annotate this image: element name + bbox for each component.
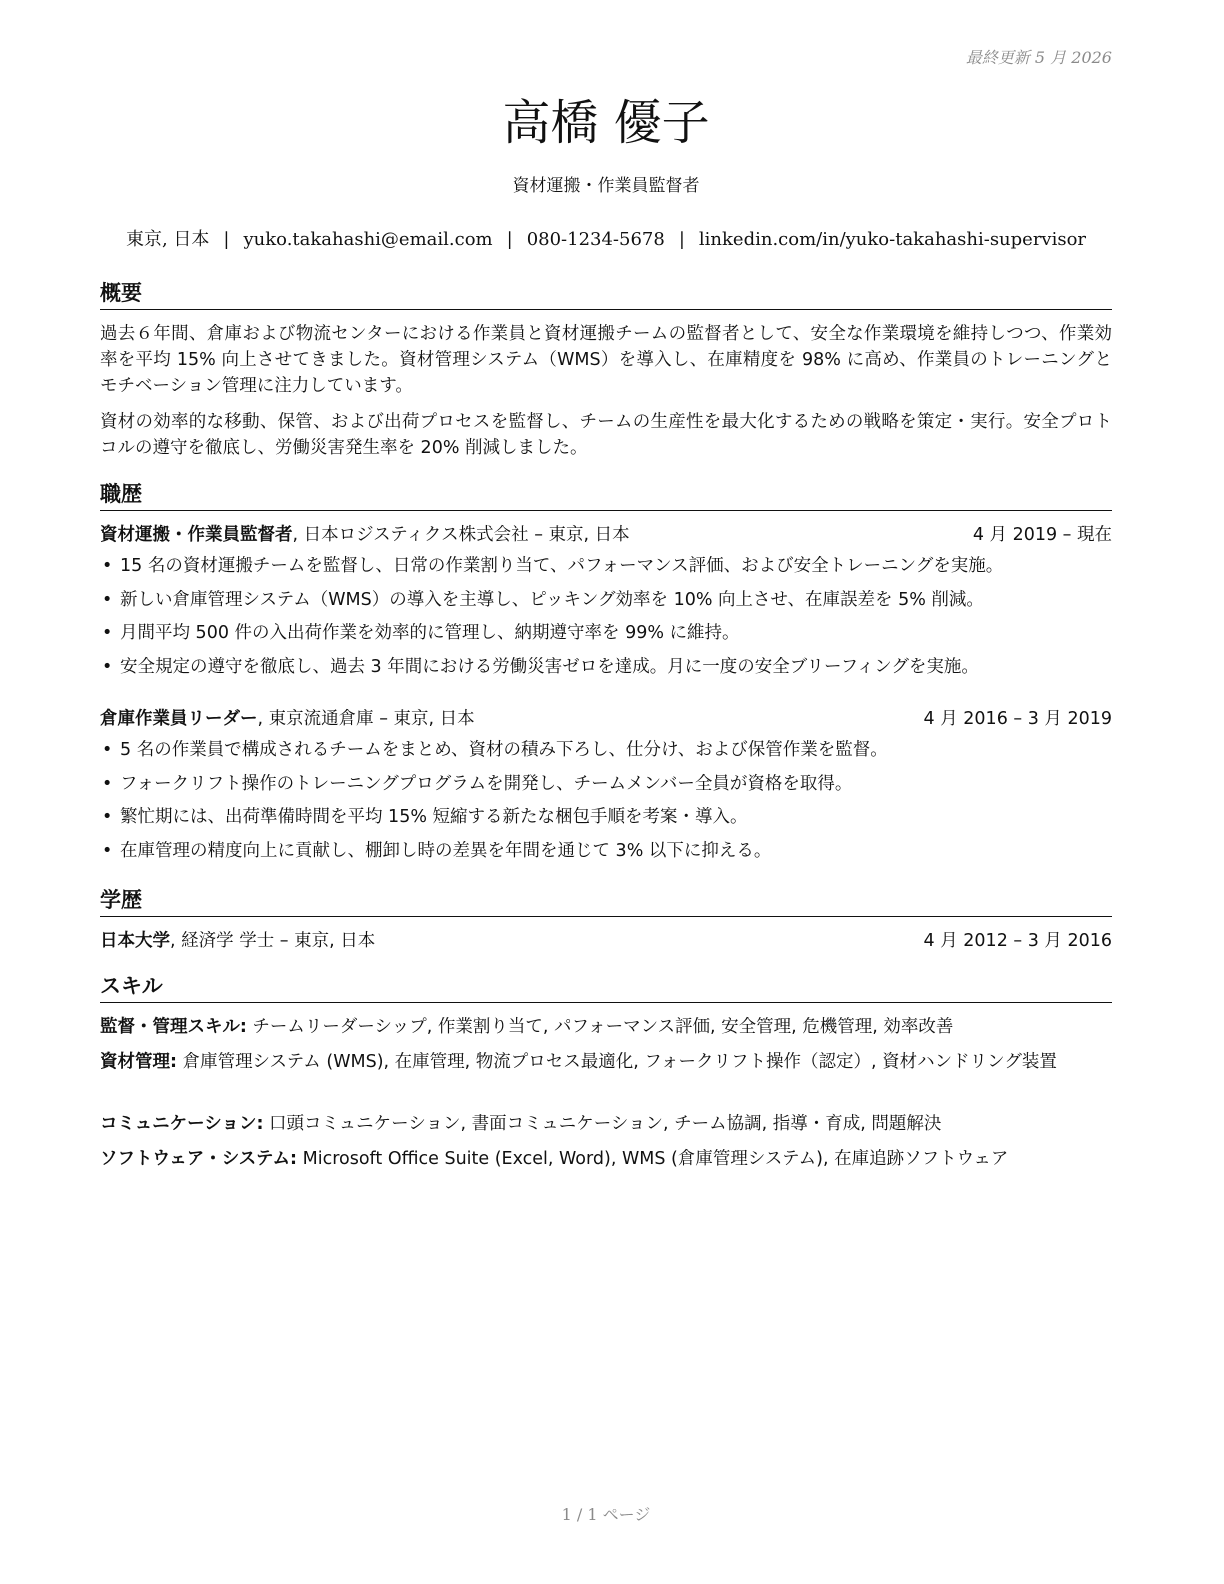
job-header	[100, 522, 1112, 548]
bullet-text: 繁忙期には、出荷準備時間を平均 15% 短縮する新たな梱包手順を考案・導入。	[120, 807, 748, 827]
bullet-icon: •	[102, 840, 113, 861]
contact-linkedin[interactable]: linkedin.com/in/yuko-takahashi-supervisor	[698, 229, 1087, 250]
contact-separator: |	[506, 229, 513, 250]
summary-paragraph: 過去６年間、倉庫および物流センターにおける作業員と資材運搬チームの監督者として、安全な作業環境を維持しつつ、作業効率を平均 15% 向上させてきました。資材管理システム（WMS）を導入し、在庫精度を 98% に高め、作業員のトレーニングとモチベーション管理に注力しています。	[100, 324, 1112, 396]
contact-separator: |	[678, 229, 685, 250]
list-item	[100, 771, 1112, 805]
skill-row	[100, 1146, 1112, 1172]
list-item	[100, 587, 1112, 621]
section-title-skills: スキル	[100, 970, 1112, 1003]
bullet-text: 15 名の資材運搬チームを監督し、日常の作業割り当て、パフォーマンス評価、および安全トレーニングを実施。	[120, 556, 1004, 576]
skill-label: コミュニケーション:	[100, 1114, 264, 1134]
contact-line	[100, 225, 1112, 251]
contact-phone[interactable]: 080-1234-5678	[526, 229, 665, 250]
resume-page	[100, 0, 1112, 1584]
skill-label: 監督・管理スキル:	[100, 1017, 247, 1037]
job-position: 倉庫作業員リーダー	[100, 709, 258, 729]
bullet-icon: •	[102, 556, 113, 576]
bullet-text: 安全規定の遵守を徹底し、過去 3 年間における労働災害ゼロを達成。月に一度の安全ブリーフィングを実施。	[120, 656, 979, 677]
contact-location: 東京, 日本	[125, 229, 210, 250]
job-dates: 4 月 2019 – 現在	[972, 525, 1112, 545]
list-item	[100, 804, 1112, 838]
education-entry	[100, 928, 1112, 954]
list-item	[100, 838, 1112, 872]
job-bullets	[100, 553, 1112, 687]
list-item	[100, 737, 1112, 771]
section-title-education: 学歴	[100, 884, 1112, 917]
job-dates: 4 月 2016 – 3 月 2019	[923, 709, 1112, 729]
bullet-icon: •	[102, 740, 113, 760]
bullet-icon: •	[102, 589, 113, 610]
job-title-line	[100, 522, 630, 548]
school-name: 日本大学	[100, 931, 170, 951]
section-title-summary: 概要	[100, 277, 1112, 310]
bullet-icon: •	[102, 807, 113, 827]
skill-label: ソフトウェア・システム:	[100, 1149, 298, 1169]
list-item	[100, 620, 1112, 654]
job-company: , 東京流通倉庫 – 東京, 日本	[257, 709, 475, 729]
bullet-icon: •	[102, 656, 113, 677]
skill-row	[100, 1111, 1112, 1137]
candidate-role: 資材運搬・作業員監督者	[512, 176, 700, 196]
skill-value: チームリーダーシップ, 作業割り当て, パフォーマンス評価, 安全管理, 危機管理, 効率改善	[246, 1017, 954, 1037]
last-updated: 最終更新 5 月 2026	[965, 48, 1112, 67]
contact-separator: |	[223, 229, 230, 250]
page-number: 1 / 1 ページ	[561, 1505, 651, 1524]
candidate-name: 高橋 優子	[502, 95, 710, 151]
section-title-experience: 職歴	[100, 478, 1112, 511]
summary-paragraph: 資材の効率的な移動、保管、および出荷プロセスを監督し、チームの生産性を最大化するための戦略を策定・実行。安全プロトコルの遵守を徹底し、労働災害発生率を 20% 削減しました。	[100, 412, 1112, 458]
bullet-text: 在庫管理の精度向上に貢献し、棚卸し時の差異を年間を通じて 3% 以下に抑える。	[120, 840, 772, 861]
skill-value: Microsoft Office Suite (Excel, Word), WMS (倉庫管理システム), 在庫追跡ソフトウェア	[297, 1149, 1009, 1169]
job-company: , 日本ロジスティクス株式会社 – 東京, 日本	[292, 525, 630, 545]
skill-value: 口頭コミュニケーション, 書面コミュニケーション, チーム協調, 指導・育成, 問題解決	[263, 1114, 942, 1134]
job-bullets	[100, 737, 1112, 871]
skill-row	[100, 1049, 1112, 1075]
skill-label: 資材管理:	[100, 1052, 177, 1072]
bullet-text: 月間平均 500 件の入出荷作業を効率的に管理し、納期遵守率を 99% に維持。	[120, 623, 740, 643]
job-position: 資材運搬・作業員監督者	[100, 525, 293, 545]
contact-email[interactable]: yuko.takahashi@email.com	[243, 229, 493, 250]
list-item	[100, 553, 1112, 587]
job-title-line	[100, 706, 475, 732]
education-line	[100, 928, 375, 954]
bullet-icon: •	[102, 623, 113, 643]
skill-value: 倉庫管理システム (WMS), 在庫管理, 物流プロセス最適化, フォークリフト操作（認定）, 資材ハンドリング装置	[177, 1052, 1057, 1072]
list-item	[100, 654, 1112, 688]
bullet-text: フォークリフト操作のトレーニングプログラムを開発し、チームメンバー全員が資格を取得。	[120, 773, 853, 794]
bullet-icon: •	[102, 773, 113, 794]
education-dates: 4 月 2012 – 3 月 2016	[923, 931, 1112, 951]
degree-detail: , 経済学 学士 – 東京, 日本	[170, 931, 376, 951]
skill-row	[100, 1014, 1112, 1040]
job-header	[100, 706, 1112, 732]
bullet-text: 5 名の作業員で構成されるチームをまとめ、資材の積み下ろし、仕分け、および保管作業を監督。	[120, 740, 888, 760]
bullet-text: 新しい倉庫管理システム（WMS）の導入を主導し、ピッキング効率を 10% 向上させ、在庫誤差を 5% 削減。	[120, 589, 984, 610]
